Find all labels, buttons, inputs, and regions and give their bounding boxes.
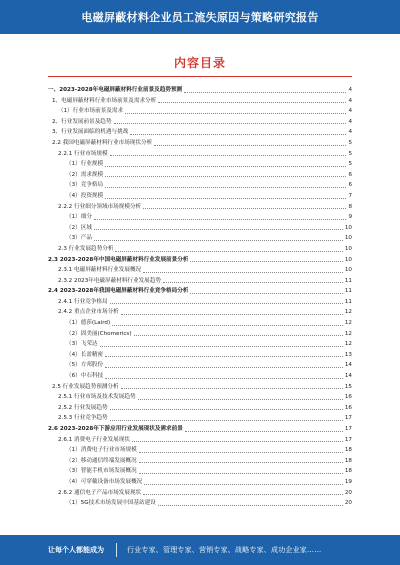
toc-leader-dots: [184, 92, 346, 93]
toc-entry[interactable]: [48, 488, 352, 499]
toc-leader-dots: [143, 272, 343, 273]
toc-entry-text: （2）区域: [66, 224, 92, 231]
toc-entry-text: 2.2.2 行业细分领域市场规模分析: [58, 203, 142, 210]
toc-entry-page: 18: [344, 447, 352, 454]
toc-entry-page: 15: [344, 383, 352, 390]
toc-entry-page: 8: [348, 203, 352, 210]
toc-leader-dots: [105, 176, 346, 177]
toc-leader-dots: [110, 409, 343, 410]
toc-entry-page: 4: [348, 118, 352, 125]
toc-entry-page: 5: [348, 161, 352, 168]
toc-entry-text: （6）中石科技: [66, 373, 104, 380]
toc-entry-page: 9: [348, 214, 352, 221]
toc-entry-page: 17: [344, 415, 352, 422]
toc-entry-text: （4）可穿戴设备市场发展概况: [66, 478, 143, 485]
toc-entry[interactable]: [48, 498, 352, 509]
toc-leader-dots: [134, 335, 343, 336]
toc-entry-text: 2.4.1 行业竞争格局: [58, 298, 108, 305]
toc-heading: 内容目录: [173, 56, 226, 70]
toc-entry[interactable]: [48, 360, 352, 371]
toc-entry[interactable]: [48, 180, 352, 191]
toc-entry-page: 10: [344, 245, 352, 252]
toc-leader-dots: [143, 494, 343, 495]
toc-leader-dots: [158, 505, 343, 506]
toc-entry[interactable]: [48, 286, 352, 297]
toc-entry-page: 4: [348, 129, 352, 136]
toc-entry-text: （3）飞荣达: [66, 341, 98, 348]
toc-entry[interactable]: [48, 477, 352, 488]
toc-entry-page: 11: [344, 298, 352, 305]
toc-entry-text: 1、电磁屏蔽材料行业市场前景及需求分析: [52, 97, 157, 104]
toc-leader-dots: [130, 134, 346, 135]
toc-entry[interactable]: [48, 413, 352, 424]
toc-entry[interactable]: [48, 233, 352, 244]
toc-entry-text: 2.5.3 行业竞争趋势: [58, 415, 108, 422]
toc-entry[interactable]: [48, 466, 352, 477]
toc-entry-text: 2.3.1 电磁屏蔽材料行业发展概况: [58, 267, 142, 274]
toc-leader-dots: [185, 431, 343, 432]
toc-leader-dots: [105, 367, 343, 368]
toc-entry[interactable]: [48, 276, 352, 287]
toc-leader-dots: [158, 102, 346, 103]
toc-leader-dots: [139, 473, 343, 474]
toc-entry[interactable]: [48, 170, 352, 181]
toc-entry-page: 4: [348, 87, 352, 93]
toc-leader-dots: [94, 229, 343, 230]
toc-entry[interactable]: [48, 350, 352, 361]
toc-entry-page: 20: [344, 500, 352, 507]
toc-entry[interactable]: [48, 106, 352, 117]
toc-leader-dots: [94, 240, 343, 241]
toc-entry-text: （1）消费电子行业市场规模: [66, 447, 137, 454]
toc-entry-page: 16: [344, 394, 352, 401]
toc-entry-text: 3、行业发展面临的机遇与挑战: [52, 129, 129, 136]
toc-entry-page: 18: [344, 457, 352, 464]
toc-leader-dots: [105, 166, 346, 167]
toc-entry-page: 14: [344, 373, 352, 380]
toc-divider: [48, 76, 352, 77]
toc-entry[interactable]: [48, 117, 352, 128]
toc-entry[interactable]: [48, 456, 352, 467]
page-header: [0, 0, 400, 34]
toc-entry-text: （5）方邦股份: [66, 362, 104, 369]
toc-entry[interactable]: [48, 212, 352, 223]
toc-leader-dots: [105, 356, 343, 357]
toc-entry[interactable]: [48, 265, 352, 276]
toc-leader-dots: [110, 155, 347, 156]
toc-entry[interactable]: [48, 96, 352, 107]
toc-entry-page: 10: [344, 267, 352, 274]
page-footer: [0, 535, 400, 565]
toc-entry-text: 2.6 2023-2028年下游应用行业发展现状及需求前景: [48, 426, 183, 432]
toc-entry[interactable]: [48, 202, 352, 213]
toc-entry-page: 6: [348, 182, 352, 189]
toc-leader-dots: [121, 314, 343, 315]
toc-leader-dots: [112, 325, 343, 326]
toc-entry[interactable]: [48, 307, 352, 318]
toc-entry-text: （1）行业规模: [66, 161, 104, 168]
report-title: 电磁屏蔽材料企业员工流失原因与策略研究报告: [81, 11, 319, 24]
footer-divider: [116, 543, 117, 557]
toc-entry-text: （1）5G技术市场发展中国基站建设: [66, 500, 156, 507]
toc-entry[interactable]: [48, 392, 352, 403]
toc-entry-page: 10: [344, 224, 352, 231]
toc-entry-text: 2、行业发展前景及趋势: [52, 118, 112, 125]
toc-leader-dots: [144, 484, 343, 485]
toc-entry-text: （3）竞争格局: [66, 182, 104, 189]
footer-slogan: 让每个人都能成为: [48, 546, 104, 554]
toc-entry-page: 18: [344, 468, 352, 475]
toc-entry[interactable]: [48, 371, 352, 382]
toc-entry-page: 6: [348, 171, 352, 178]
toc-entry-page: 12: [344, 320, 352, 327]
toc-entry-text: （3）智能手机市场发展概况: [66, 468, 137, 475]
toc-entry[interactable]: [48, 435, 352, 446]
toc-leader-dots: [100, 346, 343, 347]
toc-entry-text: （1）细分: [66, 214, 92, 221]
toc-leader-dots: [110, 303, 343, 304]
toc-entry[interactable]: [48, 223, 352, 234]
toc-leader-dots: [132, 441, 343, 442]
toc-entry-page: 4: [348, 108, 352, 115]
toc-entry-text: （1）德莎(Laird): [66, 320, 111, 327]
toc-entry-text: （1）行业市场前景及需求: [58, 108, 124, 115]
toc-leader-dots: [110, 420, 343, 421]
toc-entry[interactable]: [48, 244, 352, 255]
toc-leader-dots: [105, 378, 343, 379]
toc-entry-text: 2.5.1 行业市场及技术发展趋势: [58, 394, 136, 401]
toc-entry[interactable]: [48, 138, 352, 149]
toc-entry-text: 2.4 2023-2028年我国电磁屏蔽材料行业竞争格局分析: [48, 288, 189, 295]
toc-leader-dots: [139, 462, 343, 463]
toc-entry-text: 2.4.2 重点企业市场分析: [58, 309, 119, 316]
toc-entry[interactable]: [48, 424, 352, 435]
toc-entry-page: 17: [344, 426, 352, 432]
toc-entry-page: 19: [344, 478, 352, 485]
toc-leader-dots: [125, 113, 346, 114]
toc-entry-text: 2.2 我国电磁屏蔽材料行业市场现状分析: [52, 139, 153, 146]
toc-entry-text: （2）移动通信终端发展概况: [66, 457, 137, 464]
toc-entry-text: 2.3 2023-2028年中国电磁屏蔽材料行业发展前景分析: [48, 256, 189, 263]
toc-entry-page: 14: [344, 362, 352, 369]
toc-entry-text: 2.6.2 通信电子产品市场发展现状: [58, 489, 142, 496]
toc-entry-page: 16: [344, 404, 352, 411]
toc-leader-dots: [105, 198, 346, 199]
toc-entry-page: 20: [344, 489, 352, 496]
toc-entry-page: 12: [344, 341, 352, 348]
toc-leader-dots: [163, 282, 343, 283]
toc-entry-page: 11: [344, 288, 352, 295]
toc-entry[interactable]: [48, 382, 352, 393]
toc-entry-text: 2.5 行业发展趋势预测分析: [52, 383, 119, 390]
toc-entry[interactable]: [48, 445, 352, 456]
toc-entry-page: 12: [344, 330, 352, 337]
table-of-contents: [48, 85, 352, 509]
toc-entry-text: 2.6.1 消费电子行业发展现状: [58, 436, 130, 443]
toc-leader-dots: [138, 399, 343, 400]
toc-leader-dots: [143, 208, 346, 209]
toc-entry-text: 2.3 行业发展趋势分析: [58, 245, 114, 252]
toc-entry[interactable]: [48, 329, 352, 340]
toc-entry[interactable]: [48, 339, 352, 350]
toc-entry-page: 10: [344, 235, 352, 242]
toc-entry[interactable]: [48, 318, 352, 329]
toc-leader-dots: [94, 219, 347, 220]
toc-entry[interactable]: [48, 255, 352, 266]
toc-entry-page: 11: [344, 277, 352, 284]
toc-entry-text: （4）投资规模: [66, 192, 104, 199]
toc-entry-page: 5: [348, 139, 352, 146]
toc-entry-text: （2）固美丽(Chomerics): [66, 330, 132, 337]
toc-entry[interactable]: [48, 297, 352, 308]
toc-entry-text: （2）需求规模: [66, 171, 104, 178]
toc-leader-dots: [154, 145, 346, 146]
toc-entry-text: 2.2.1 行业市场规模: [58, 150, 108, 157]
toc-entry[interactable]: [48, 85, 352, 96]
footer-roles: 行业专家、管理专家、营销专家、战略专家、成功企业家……: [127, 546, 322, 554]
toc-entry[interactable]: [48, 159, 352, 170]
toc-entry-page: 17: [344, 436, 352, 443]
toc-entry-text: 一、2023-2028年电磁屏蔽材料行业前景及趋势预测: [48, 87, 183, 93]
toc-entry-page: 7: [348, 192, 352, 199]
toc-entry-text: （4）长盈精密: [66, 351, 104, 358]
toc-entry-page: 4: [348, 97, 352, 104]
toc-entry-page: 12: [344, 309, 352, 316]
toc-entry-text: （3）产品: [66, 235, 92, 242]
toc-entry[interactable]: [48, 149, 352, 160]
toc-entry-page: 10: [344, 256, 352, 263]
toc-entry-page: 5: [348, 150, 352, 157]
toc-leader-dots: [121, 388, 343, 389]
toc-entry-page: 13: [344, 351, 352, 358]
toc-entry[interactable]: [48, 127, 352, 138]
toc-entry-text: 2.5.2 行业发展趋势: [58, 404, 108, 411]
toc-leader-dots: [114, 123, 347, 124]
toc-leader-dots: [105, 187, 346, 188]
toc-entry-text: 2.3.2 2023年电磁屏蔽材料行业发展趋势: [58, 277, 161, 284]
toc-leader-dots: [115, 251, 342, 252]
toc-leader-dots: [190, 293, 342, 294]
toc-entry[interactable]: [48, 403, 352, 414]
toc-leader-dots: [139, 452, 343, 453]
toc-leader-dots: [190, 261, 342, 262]
toc-entry[interactable]: [48, 191, 352, 202]
